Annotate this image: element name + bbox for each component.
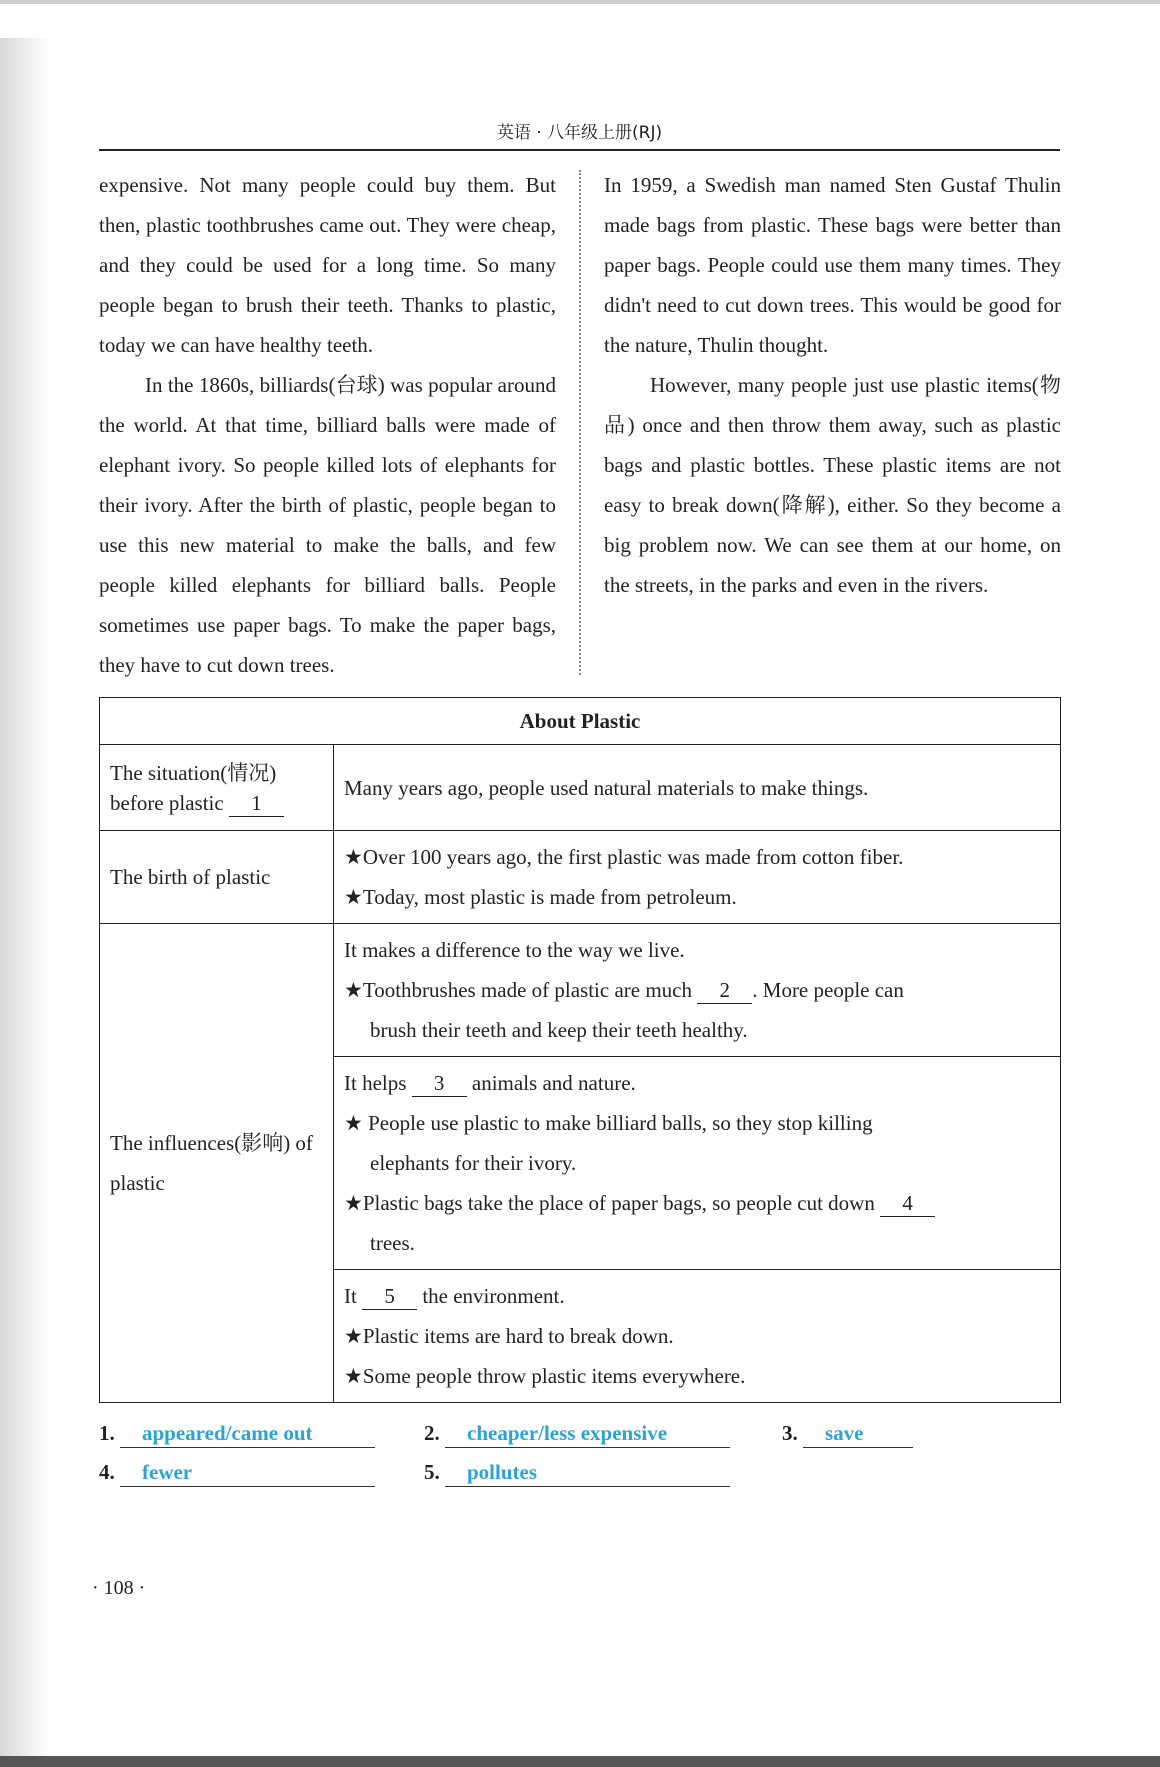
row-label [100, 745, 334, 831]
blank-4: 4 [880, 1190, 935, 1217]
answer-5 [424, 1458, 730, 1487]
bullet: ★ People use plastic to make billiard balls, so they stop killing [344, 1111, 873, 1135]
answer-number: 4. [99, 1460, 115, 1484]
row-content [334, 924, 1061, 1057]
right-column [604, 165, 1061, 685]
answer-value: appeared/came out [120, 1419, 375, 1448]
top-edge [0, 0, 1160, 4]
row-label: The influences(影响) of plastic [100, 924, 334, 1403]
blank-2: 2 [697, 977, 752, 1004]
table-title: About Plastic [100, 698, 1061, 745]
row-content [334, 1270, 1061, 1403]
answer-key [99, 1419, 1061, 1487]
running-header: 英语 · 八年级上册(RJ) [496, 123, 663, 143]
two-column-text [99, 165, 1061, 685]
answer-number: 5. [424, 1460, 440, 1484]
text: ★Toothbrushes made of plastic are much [344, 978, 693, 1002]
column-divider [579, 170, 581, 675]
bullet: ★Today, most plastic is made from petroleum. [344, 885, 737, 909]
answer-number: 1. [99, 1421, 115, 1445]
bottom-edge [0, 1756, 1160, 1767]
header-rule [99, 149, 1060, 151]
text: ★Plastic bags take the place of paper bags, so people cut down [344, 1191, 875, 1215]
paragraph: expensive. Not many people could buy them. But then, plastic toothbrushes came out. They were cheap, and they could be used for a long time. So many people began to brush their teeth. Thanks to plastic, today we can have healthy teeth. [99, 173, 556, 357]
row-content: Many years ago, people used natural materials to make things. [334, 745, 1061, 831]
row-label: The birth of plastic [100, 831, 334, 924]
page-body [92, 165, 1061, 1600]
blank-5: 5 [362, 1283, 417, 1310]
text: animals and nature. [471, 1071, 636, 1095]
paragraph: In the 1860s, billiards(台球) was popular around the world. At that time, billiard balls were made of elephant ivory. So people killed lots of elephants for their ivory. After the birth of plastic, people began to use this new material to make the balls, and few people killed elephants for billiard balls. People sometimes use paper bags. To make the paper bags, they have to cut down trees. [99, 373, 556, 677]
blank-1: 1 [229, 790, 284, 817]
line: elephants for their ivory. [370, 1151, 577, 1175]
text: It helps [344, 1071, 407, 1095]
bullet: ★Some people throw plastic items everywhere. [344, 1364, 746, 1388]
answer-value: fewer [120, 1458, 375, 1487]
page-number: · 108 · [92, 1577, 146, 1599]
answer-number: 2. [424, 1421, 440, 1445]
answer-value: cheaper/less expensive [445, 1419, 730, 1448]
answer-value: pollutes [445, 1458, 730, 1487]
label-text: The situation(情况) before plastic [110, 760, 277, 815]
bullet [344, 970, 1050, 1010]
answer-4 [99, 1458, 424, 1487]
about-plastic-table [99, 697, 1061, 1403]
text: . More people can [752, 978, 904, 1002]
answer-2 [424, 1419, 782, 1448]
page-gutter-shadow [0, 38, 50, 1758]
line: brush their teeth and keep their teeth healthy. [370, 1018, 748, 1042]
text: the environment. [422, 1284, 565, 1308]
blank-3: 3 [412, 1070, 467, 1097]
line: It makes a difference to the way we live. [344, 938, 685, 962]
answer-row [99, 1419, 1061, 1448]
row-content [334, 831, 1061, 924]
left-column [99, 165, 556, 685]
answer-value: save [803, 1419, 913, 1448]
paragraph: In 1959, a Swedish man named Sten Gustaf Thulin made bags from plastic. These bags were better than paper bags. People could use them many times. They didn't need to cut down trees. This would be good for the nature, Thulin thought. [604, 173, 1061, 357]
answer-row [99, 1458, 1061, 1487]
row-content [334, 1057, 1061, 1270]
text: It [344, 1284, 357, 1308]
answer-number: 3. [782, 1421, 798, 1445]
answer-1 [99, 1419, 424, 1448]
bullet: ★Plastic items are hard to break down. [344, 1324, 674, 1348]
answer-3 [782, 1419, 913, 1448]
line: trees. [370, 1231, 415, 1255]
bullet: ★Over 100 years ago, the first plastic was made from cotton fiber. [344, 845, 904, 869]
paragraph: However, many people just use plastic items(物品) once and then throw them away, such as plastic bags and plastic bottles. These plastic items are not easy to break down(降解), either. So they become a big problem now. We can see them at our home, on the streets, in the parks and even in the rivers. [604, 373, 1061, 597]
